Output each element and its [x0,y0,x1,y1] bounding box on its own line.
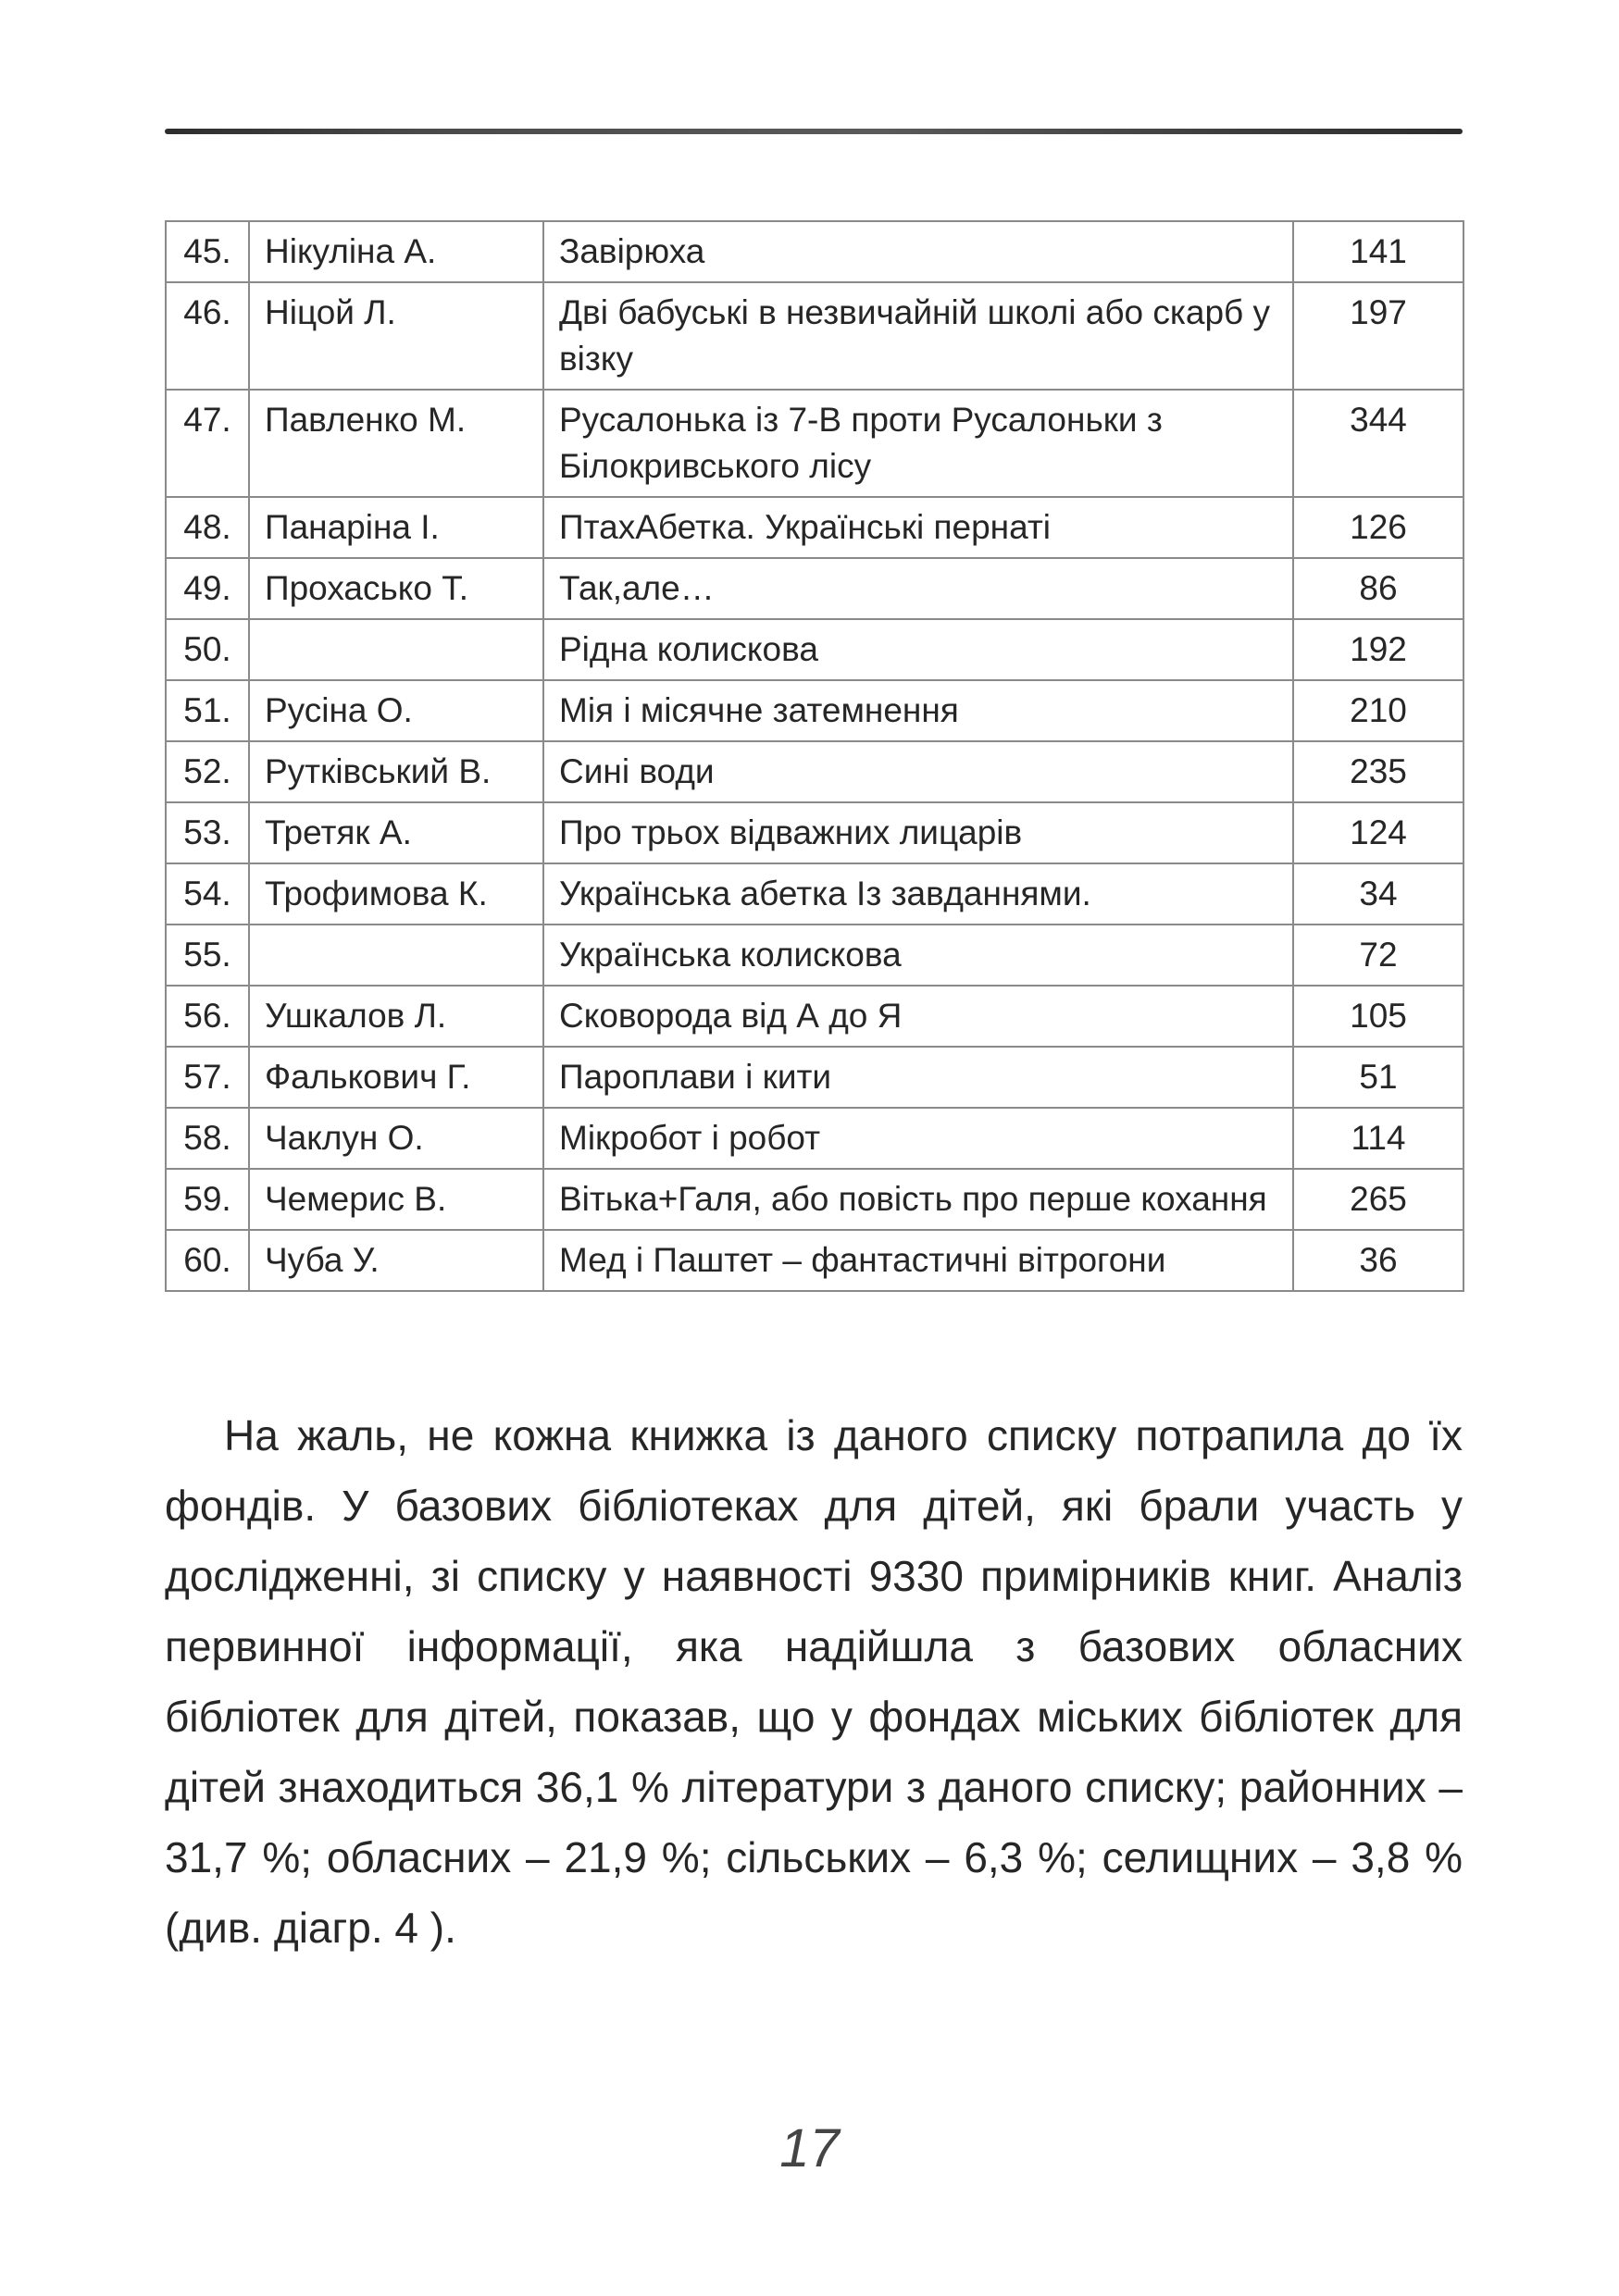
row-number-cell: 53. [166,802,249,863]
title-cell: Пароплави і кити [543,1047,1293,1108]
pages-cell: 72 [1293,925,1463,986]
title-cell: Вітька+Галя, або повість про перше кохання [543,1169,1293,1230]
row-number-cell: 47. [166,390,249,497]
table-row [166,863,1463,925]
row-number-cell: 54. [166,863,249,925]
pages-cell: 210 [1293,680,1463,741]
table-row [166,1169,1463,1230]
title-cell: Мед і Паштет – фантастичні вітрогони [543,1230,1293,1291]
pages-cell: 86 [1293,558,1463,619]
table-row [166,221,1463,282]
pages-cell: 51 [1293,1047,1463,1108]
author-cell: Трофимова К. [249,863,543,925]
author-cell: Рутківський В. [249,741,543,802]
title-cell: Мія і місячне затемнення [543,680,1293,741]
row-number-cell: 57. [166,1047,249,1108]
author-cell [249,619,543,680]
title-cell: Русалонька із 7-В проти Русалоньки з Білокривського лісу [543,390,1293,497]
table-row [166,558,1463,619]
row-number-cell: 50. [166,619,249,680]
pages-cell: 344 [1293,390,1463,497]
row-number-cell: 58. [166,1108,249,1169]
table-row [166,282,1463,390]
row-number-cell: 60. [166,1230,249,1291]
author-cell: Нікуліна А. [249,221,543,282]
title-cell: Про трьох відважних лицарів [543,802,1293,863]
pages-cell: 36 [1293,1230,1463,1291]
row-number-cell: 51. [166,680,249,741]
table-row [166,497,1463,558]
pages-cell: 141 [1293,221,1463,282]
row-number-cell: 59. [166,1169,249,1230]
pages-cell: 114 [1293,1108,1463,1169]
book-list-table [165,220,1464,1292]
title-cell: ПтахАбетка. Українські пернаті [543,497,1293,558]
author-cell: Чемерис В. [249,1169,543,1230]
table-row [166,741,1463,802]
title-cell: Сковорода від А до Я [543,986,1293,1047]
row-number-cell: 55. [166,925,249,986]
title-cell: Українська колискова [543,925,1293,986]
title-cell: Мікробот і робот [543,1108,1293,1169]
title-cell: Завірюха [543,221,1293,282]
table-row [166,925,1463,986]
pages-cell: 192 [1293,619,1463,680]
table-row [166,390,1463,497]
title-cell: Українська абетка Із завданнями. [543,863,1293,925]
row-number-cell: 56. [166,986,249,1047]
row-number-cell: 48. [166,497,249,558]
pages-cell: 124 [1293,802,1463,863]
author-cell: Чаклун О. [249,1108,543,1169]
header-rule [165,129,1463,134]
table-row [166,1230,1463,1291]
row-number-cell: 52. [166,741,249,802]
pages-cell: 105 [1293,986,1463,1047]
pages-cell: 235 [1293,741,1463,802]
table-row [166,680,1463,741]
row-number-cell: 46. [166,282,249,390]
row-number-cell: 49. [166,558,249,619]
title-cell: Рідна колискова [543,619,1293,680]
table-row [166,986,1463,1047]
table-row [166,1047,1463,1108]
table-row [166,802,1463,863]
author-cell: Прохасько Т. [249,558,543,619]
author-cell: Третяк А. [249,802,543,863]
body-paragraph: На жаль, не кожна книжка із даного списку потрапила до їх фондів. У базових бібліотеках для дітей, які брали участь у дослідженні, зі списку у наявності 9330 примірників книг. Аналіз первинної інформації, яка надійшла з базових обласних бібліотек для дітей, показав, що у фондах міських бібліотек для дітей знаходиться 36,1 % літератури з даного списку; районних – 31,7 %; обласних – 21,9 %; сільських – 6,3 %; селищних – 3,8 % (див. діагр. 4 ). [165,1411,1463,1952]
table-row [166,619,1463,680]
author-cell: Фалькович Г. [249,1047,543,1108]
author-cell [249,925,543,986]
pages-cell: 197 [1293,282,1463,390]
page-number: 17 [779,2118,840,2178]
pages-cell: 265 [1293,1169,1463,1230]
author-cell: Русіна О. [249,680,543,741]
title-cell: Сині води [543,741,1293,802]
author-cell: Чуба У. [249,1230,543,1291]
title-cell: Дві бабуські в незвичайній школі або скарб у візку [543,282,1293,390]
author-cell: Павленко М. [249,390,543,497]
row-number-cell: 45. [166,221,249,282]
book-list-body [166,221,1463,1291]
title-cell: Так,але… [543,558,1293,619]
pages-cell: 126 [1293,497,1463,558]
author-cell: Ніцой Л. [249,282,543,390]
pages-cell: 34 [1293,863,1463,925]
author-cell: Ушкалов Л. [249,986,543,1047]
author-cell: Панаріна І. [249,497,543,558]
table-row [166,1108,1463,1169]
